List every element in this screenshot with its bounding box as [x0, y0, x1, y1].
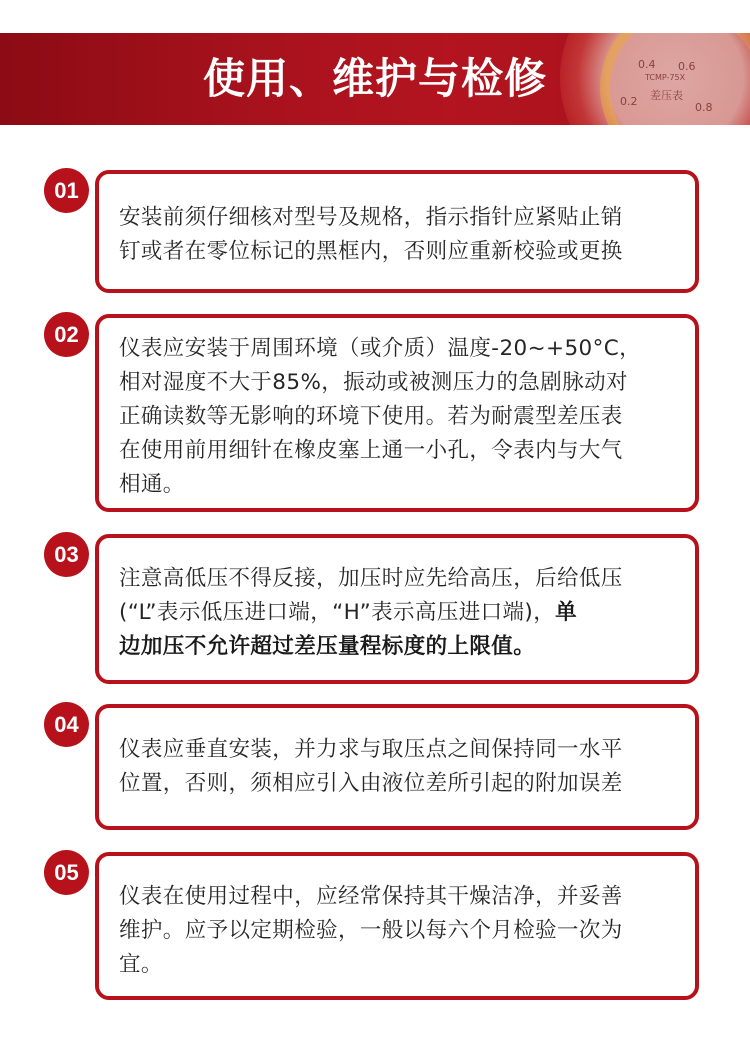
- gauge-tick-label: 0.8: [695, 101, 713, 114]
- item-number-badge: 01: [44, 168, 89, 213]
- page-title: 使用、维护与检修: [202, 54, 547, 103]
- text-line: 安装前须仔细核对型号及规格，指示指针应紧贴止销: [119, 205, 623, 230]
- text-line: 仪表应安装于周围环境（或介质）温度-20~+50°C，: [119, 336, 642, 361]
- card-text: [119, 562, 681, 664]
- text-line: 相对湿度不大于85%，振动或被测压力的急剧脉动对: [119, 370, 628, 395]
- card-text: [119, 733, 681, 801]
- item-number-badge: 03: [44, 532, 89, 577]
- card-text: [119, 201, 681, 269]
- instruction-card: [95, 704, 699, 830]
- text-line: 在使用前用细针在橡皮塞上通一小孔，令表内与大气: [119, 438, 623, 463]
- text-segment: (“L”表示低压进口端，“H”表示高压进口端)，: [119, 600, 556, 625]
- text-line-bold: 边加压不允许超过差压量程标度的上限值。: [119, 634, 536, 659]
- text-line: [119, 596, 681, 630]
- instruction-card: [95, 314, 699, 512]
- gauge-name-label: 差压表: [650, 89, 683, 102]
- item-number-badge: 05: [44, 850, 89, 895]
- text-line: 注意高低压不得反接，加压时应先给高压，后给低压: [119, 566, 623, 591]
- gauge-model-label: TCMP-75X: [645, 73, 686, 82]
- text-line: 宜。: [119, 952, 163, 977]
- instruction-card: [95, 170, 699, 293]
- text-line: 仪表应垂直安装，并力求与取压点之间保持同一水平: [119, 737, 623, 762]
- text-segment-bold: 单: [555, 600, 578, 625]
- text-line: 仪表在使用过程中，应经常保持其干燥洁净，并妥善: [119, 884, 623, 909]
- card-text: [119, 880, 681, 982]
- text-line: 正确读数等无影响的环境下使用。若为耐震型差压表: [119, 404, 623, 429]
- text-line: 钉或者在零位标记的黑框内，否则应重新校验或更换: [119, 239, 623, 264]
- item-number-badge: 02: [44, 312, 89, 357]
- header-banner: [0, 33, 750, 125]
- text-line: 维护。应予以定期检验，一般以每六个月检验一次为: [119, 918, 623, 943]
- instruction-card: [95, 534, 699, 684]
- card-text: [119, 332, 681, 502]
- text-line: 位置，否则，须相应引入由液位差所引起的附加误差: [119, 771, 623, 796]
- top-margin: [0, 0, 750, 33]
- instruction-card: [95, 852, 699, 1000]
- gauge-tick-label: 0.6: [678, 60, 696, 73]
- item-number-badge: 04: [44, 702, 89, 747]
- gauge-tick-label: 0.4: [638, 58, 656, 71]
- gauge-tick-label: 0.2: [620, 95, 638, 108]
- text-line: 相通。: [119, 472, 185, 497]
